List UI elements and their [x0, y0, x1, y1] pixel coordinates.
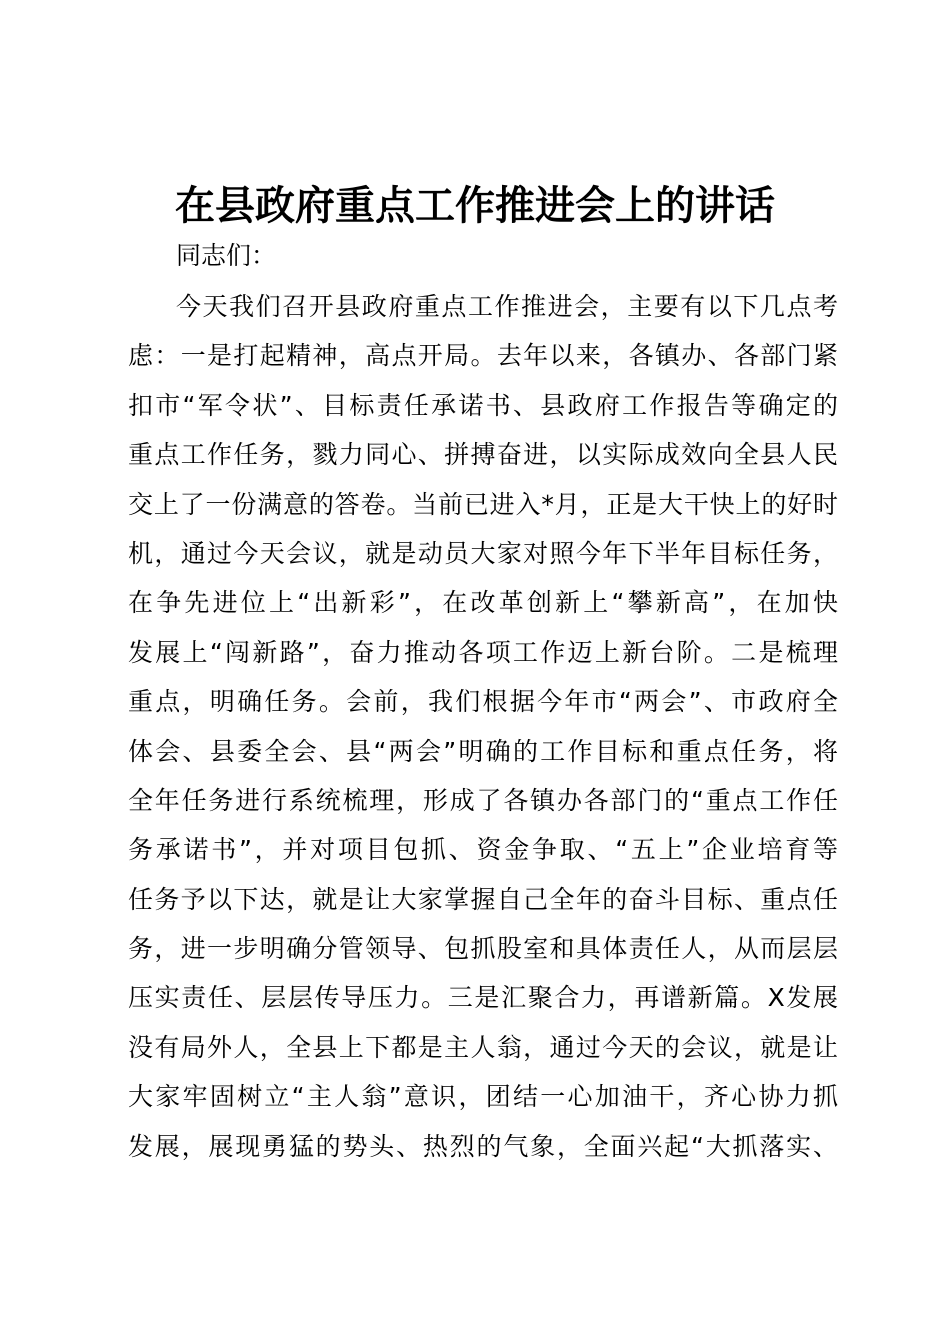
body-line: 重点，明确任务。会前，我们根据今年市“两会”、市政府全 [128, 687, 838, 717]
body-line: 体会、县委全会、县“两会”明确的工作目标和重点任务，将 [128, 736, 838, 766]
body-line: 发展上“闯新路”，奋力推动各项工作迈上新台阶。二是梳理 [128, 637, 838, 667]
document-title: 在县政府重点工作推进会上的讲话 [175, 182, 775, 229]
body-line: 扣市“军令状”、目标责任承诺书、县政府工作报告等确定的 [128, 390, 838, 420]
body-line: 全年任务进行系统梳理，形成了各镇办各部门的“重点工作任 [128, 785, 838, 815]
body-line: 重点工作任务，戮力同心、拼搏奋进，以实际成效向全县人民 [128, 440, 838, 470]
body-line: 大家牢固树立“主人翁”意识，团结一心加油干，齐心协力抓 [128, 1082, 838, 1112]
body-line: 虑：一是打起精神，高点开局。去年以来，各镇办、各部门紧 [128, 341, 838, 371]
body-line: 交上了一份满意的答卷。当前已进入*月，正是大干快上的好时 [128, 489, 838, 519]
body-line: 压实责任、层层传导压力。三是汇聚合力，再谱新篇。X发展 [128, 983, 838, 1013]
body-line: 务，进一步明确分管领导、包抓股室和具体责任人，从而层层 [128, 934, 838, 964]
body-line: 机，通过今天会议，就是动员大家对照今年下半年目标任务， [128, 538, 838, 568]
body-line: 发展，展现勇猛的势头、热烈的气象，全面兴起“大抓落实、 [128, 1131, 838, 1161]
body-line: 在争先进位上“出新彩”，在改革创新上“攀新高”，在加快 [128, 588, 838, 618]
body-line: 任务予以下达，就是让大家掌握自己全年的奋斗目标、重点任 [128, 884, 838, 914]
body-line: 务承诺书”，并对项目包抓、资金争取、“五上”企业培育等 [128, 835, 838, 865]
body-paragraph [128, 282, 838, 1171]
salutation: 同志们： [176, 241, 277, 270]
body-line: 没有局外人，全县上下都是主人翁，通过今天的会议，就是让 [128, 1032, 838, 1062]
body-line: 今天我们召开县政府重点工作推进会，主要有以下几点考 [176, 292, 838, 321]
